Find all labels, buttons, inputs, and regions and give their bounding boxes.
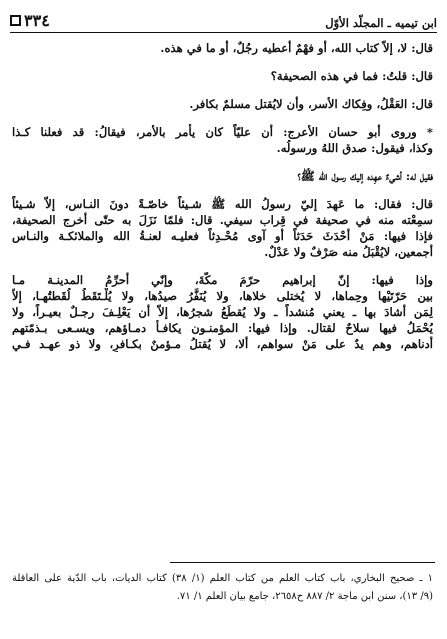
paragraph — [12, 272, 433, 352]
paragraph — [12, 96, 433, 112]
text-line: أجمعين، لايُقْبَلُ منه صَرْفٌ ولا عَدْلٌ. — [264, 245, 433, 259]
text-line: * وروى أبو حسان الأعرج: أن عليّاً كان يأمر بالأمر، فيقالُ: قد فعلنا كـذا — [12, 125, 433, 139]
footnote-line: (٩/ ١٣)، سنن ابن ماجة ٢/ ٨٨٧ ح٢٦٥٨، جامع بيان العلم ١/ ٧١. — [176, 591, 433, 602]
text-line: فقيل له: أشيءٌ عهِده إليك رسول الله ﷺ؟ — [297, 169, 433, 183]
text-line: لِمَن أشادَ بها ـ يعني مُنشداً ـ ولا يُقطَعُ شجرُها، إلاّ أن يَعْلِـفَ رجـلٌ بعيـراً، ولا — [12, 305, 433, 319]
paragraph — [12, 124, 433, 156]
text-line: قال: لا، إلاّ كتاب الله، أو فهْمٌ أعطيه رجُلٌ، أو ما في هذه. — [160, 41, 433, 55]
text-line: فإذا فيها: مَنْ أحْدَثَ حَدَثاً أو آوى مُحْـدِثاً فعليـه لعنـةُ الله والملائكـة والنـاس — [12, 229, 433, 243]
page-number-text: ٣٣٤ — [24, 11, 50, 30]
header-rule — [10, 32, 437, 33]
text-line: يُحْمَلُ فيها سلاحٌ لقتال. وإذا فيها: المؤمنـون يكافـأ دمـاؤهم، ويسـعى بـذمّتهم — [12, 321, 433, 335]
text-line: قال: قلتُ: فما في هذه الصحيفة؟ — [270, 69, 433, 83]
text-line: وإذا فيها: إنّ إبراهيم حرّمَ مكّةَ، وإنّي أحرِّمُ المدينـة مـا — [12, 273, 433, 287]
page-header — [10, 8, 437, 30]
text-line: بين حَرّتَيْها وحِماها، لا يُختلى خلاها، ولا يُنَفَّرُ صيدُها، ولا يُلْـتَقَطُ لُقَطتُهـا، إلاّ — [12, 289, 433, 303]
body-text — [12, 40, 433, 352]
footnote-rule — [170, 562, 435, 563]
paragraph — [12, 68, 433, 84]
running-title: ابن تيميه ـ المجلّد الأوّل — [325, 16, 437, 30]
paragraph — [12, 168, 433, 184]
paragraph — [12, 40, 433, 56]
page-number-box-ornament — [10, 15, 21, 26]
paragraph — [12, 196, 433, 260]
text-line: قال: العَقْلُ، وفِكاك الأسر، وأن لايُقتل مسلمٌ بكافر. — [189, 97, 433, 111]
text-line: وكذا، فيقول: صدق اللهُ ورسولُه. — [276, 141, 433, 155]
text-line: سمِعْته منه في صحيفة في قِراب سيفي. قال: فلمّا نَزَلَ به حتّى أخرج الصحيفة، — [12, 213, 433, 227]
text-line: أدناهم، وهم يدٌ على مَنْ سواهم، ألا، لا يُقتلُ مـؤمنٌ بكـافرٍ، ولا ذو عهـد فـي — [12, 337, 433, 351]
footnotes — [12, 570, 433, 606]
page-number — [10, 11, 50, 30]
footnote-line: ١ ـ صحيح البخاري، باب كتاب العلم من كتاب العلم (١/ ٣٨) كتاب الديات، باب الدّية على العاقلة — [12, 573, 433, 584]
text-line: قال: فقال: ما عَهِدَ إليّ رسولُ الله ﷺ شـيئاً خاصّـةً دونَ النـاس، إلاّ شـيئاً — [12, 197, 433, 211]
